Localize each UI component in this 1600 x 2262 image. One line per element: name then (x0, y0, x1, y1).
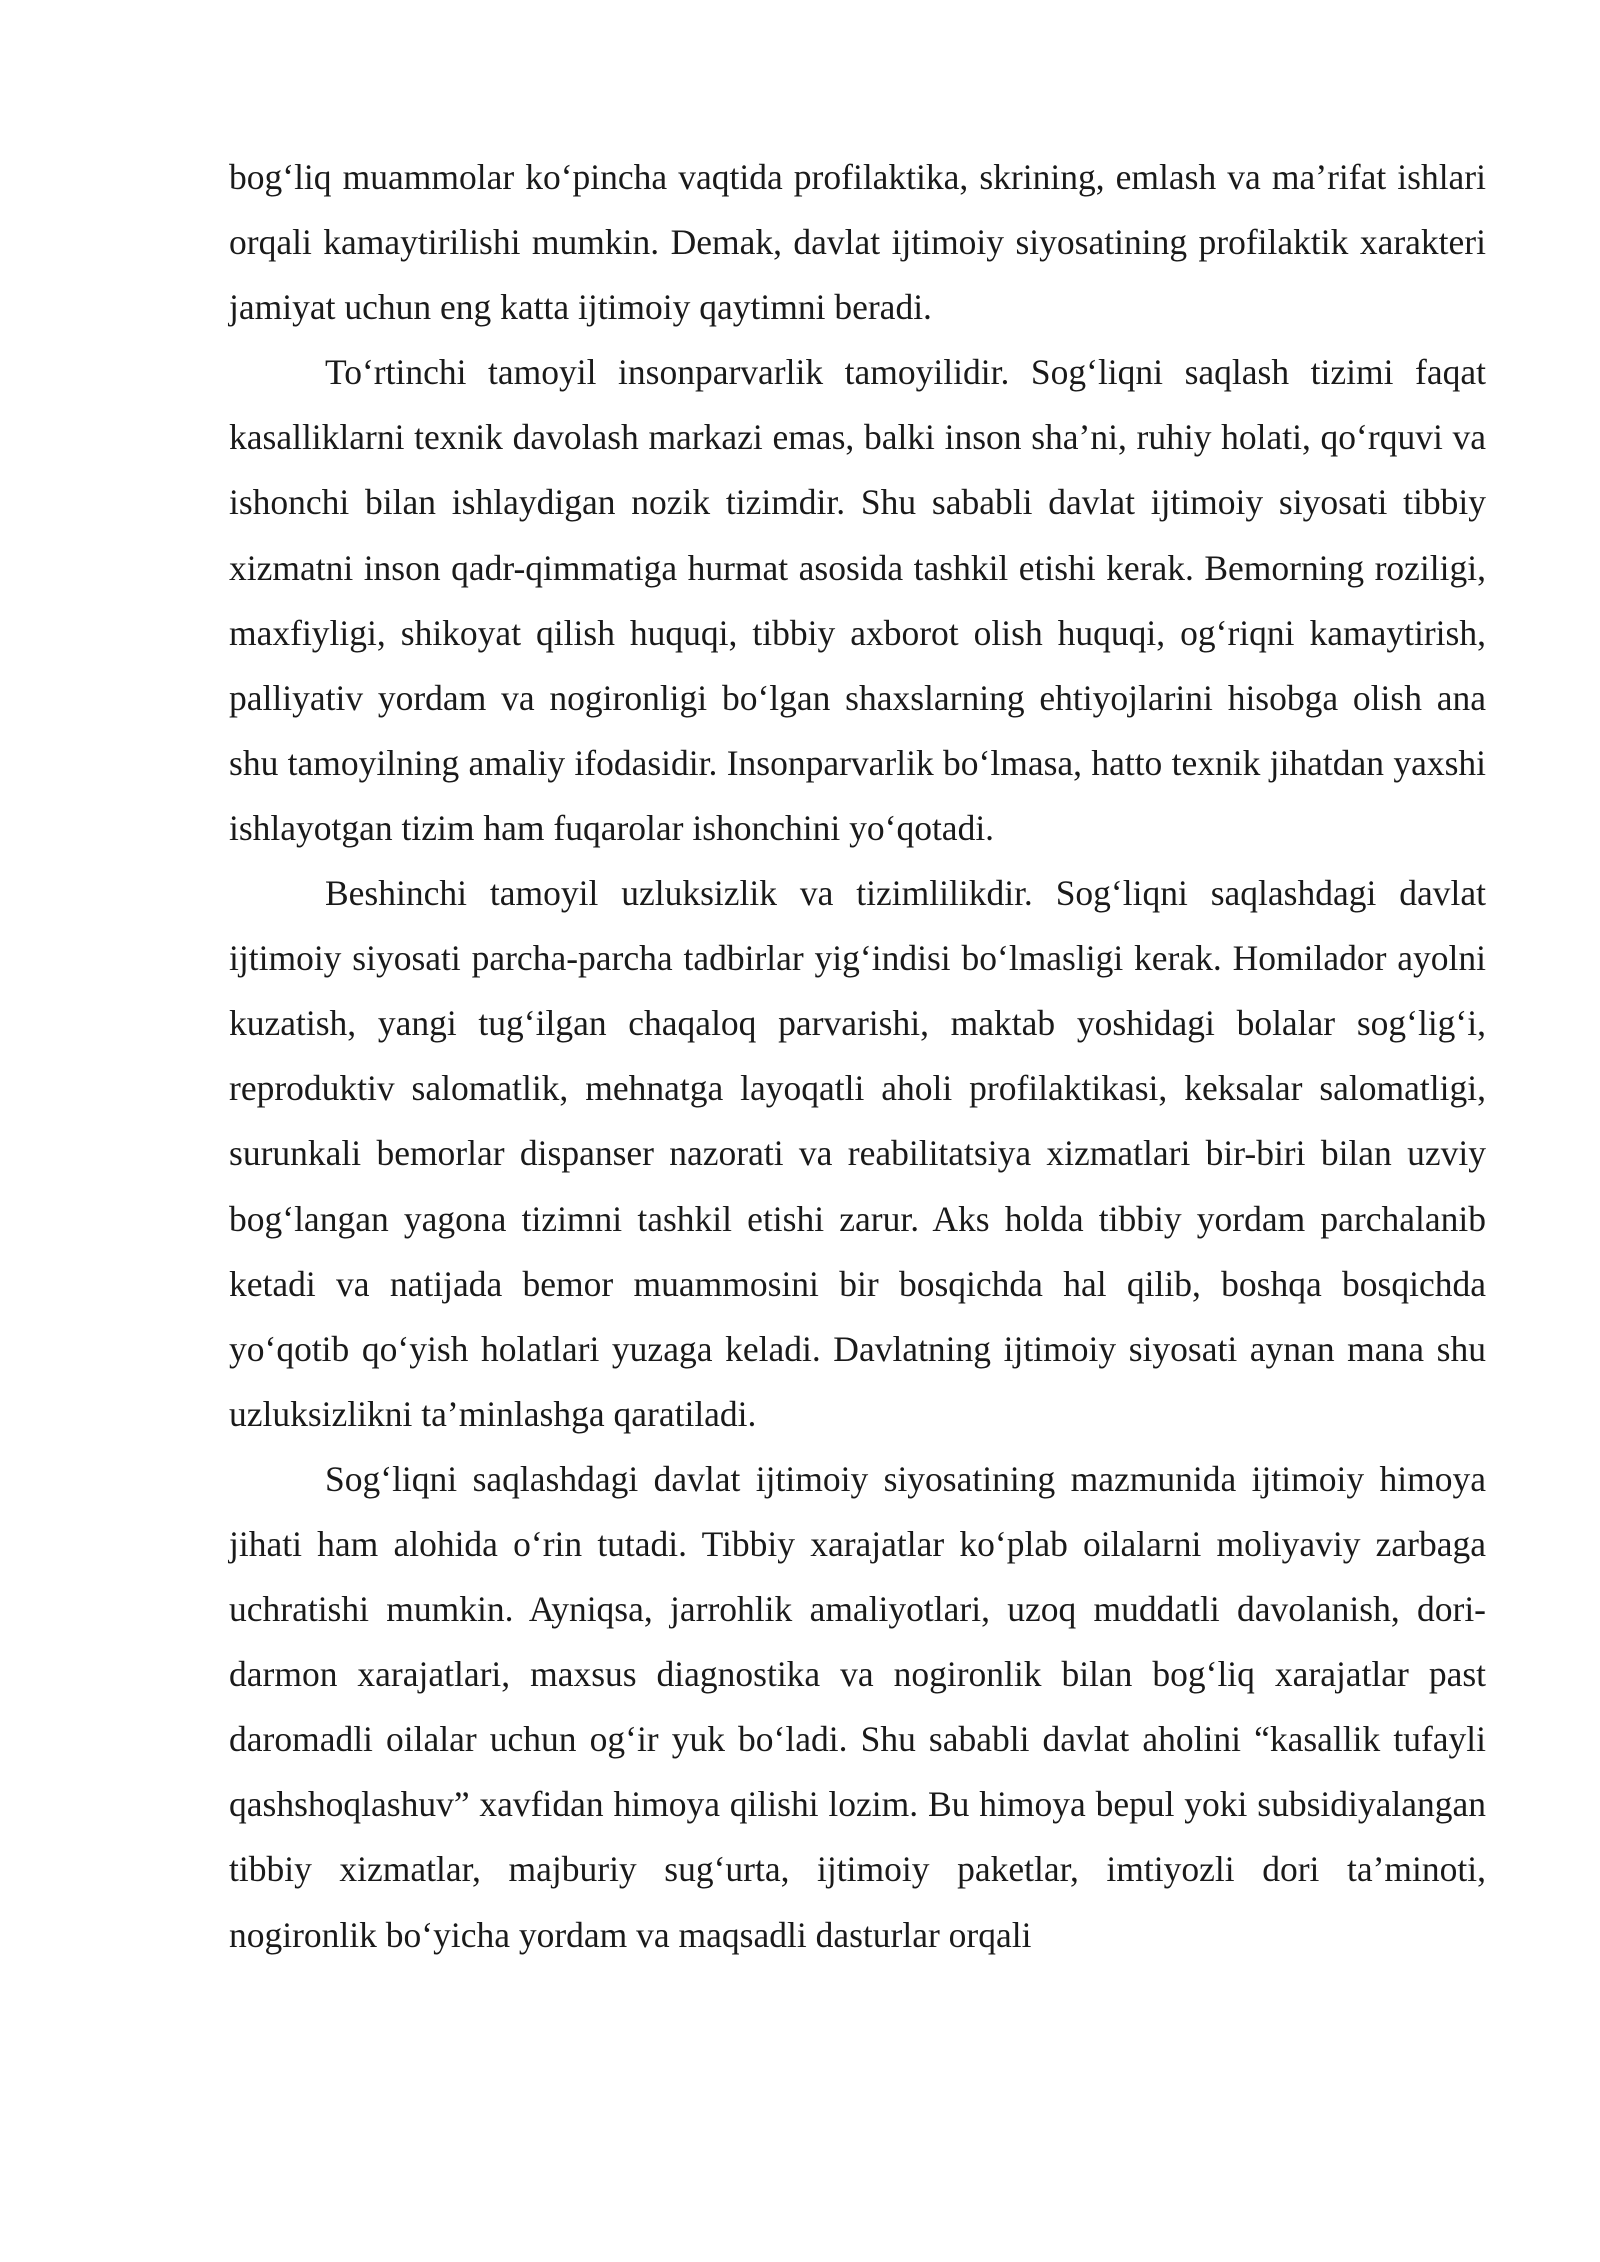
document-body (229, 145, 1486, 1968)
paragraph-continued: bog‘liq muammolar ko‘pincha vaqtida profilaktika, skrining, emlash va ma’rifat ishlari orqali kamaytirilishi mumkin. Demak, davlat ijtimoiy siyosatining profilaktik xarakteri jamiyat uchun eng katta ijtimoiy qaytimni beradi. (229, 157, 1486, 328)
paragraph-social-protection: Sog‘liqni saqlashdagi davlat ijtimoiy siyosatining mazmunida ijtimoiy himoya jihati ham alohida o‘rin tutadi. Tibbiy xarajatlar ko‘plab oilalarni moliyaviy zarbaga uchratishi mumkin. Ayniqsa, jarrohlik amaliyotlari, uzoq muddatli davolanish, dori-darmon xarajatlari, maxsus diagnostika va nogironlik bilan bog‘liq xarajatlar past daromadli oilalar uchun og‘ir yuk bo‘ladi. Shu sababli davlat aholini “kasallik tufayli qashshoqlashuv” xavfidan himoya qilishi lozim. Bu himoya bepul yoki subsidiyalangan tibbiy xizmatlar, majburiy sug‘urta, ijtimoiy paketlar, imtiyozli dori ta’minoti, nogironlik bo‘yicha yordam va maqsadli dasturlar orqali (229, 1458, 1486, 1955)
paragraph-fifth-principle: Beshinchi tamoyil uzluksizlik va tizimlilikdir. Sog‘liqni saqlashdagi davlat ijtimoiy siyosati parcha-parcha tadbirlar yig‘indisi bo‘lmasligi kerak. Homilador ayolni kuzatish, yangi tug‘ilgan chaqaloq parvarishi, maktab yoshidagi bolalar sog‘lig‘i, reproduktiv salomatlik, mehnatga layoqatli aholi profilaktikasi, keksalar salomatligi, surunkali bemorlar dispanser nazorati va reabilitatsiya xizmatlari bir-biri bilan uzviy bog‘langan yagona tizimni tashkil etishi zarur. Aks holda tibbiy yordam parchalanib ketadi va natijada bemor muammosini bir bosqichda hal qilib, boshqa bosqichda yo‘qotib qo‘yish holatlari yuzaga keladi. Davlatning ijtimoiy siyosati aynan mana shu uzluksizlikni ta’minlashga qaratiladi. (229, 873, 1486, 1434)
paragraph-fourth-principle: To‘rtinchi tamoyil insonparvarlik tamoyilidir. Sog‘liqni saqlash tizimi faqat kasalliklarni texnik davolash markazi emas, balki inson sha’ni, ruhiy holati, qo‘rquvi va ishonchi bilan ishlaydigan nozik tizimdir. Shu sababli davlat ijtimoiy siyosati tibbiy xizmatni inson qadr-qimmatiga hurmat asosida tashkil etishi kerak. Bemorning roziligi, maxfiyligi, shikoyat qilish huquqi, tibbiy axborot olish huquqi, og‘riqni kamaytirish, palliyativ yordam va nogironligi bo‘lgan shaxslarning ehtiyojlarini hisobga olish ana shu tamoyilning amaliy ifodasidir. Insonparvarlik bo‘lmasa, hatto texnik jihatdan yaxshi ishlayotgan tizim ham fuqarolar ishonchini yo‘qotadi. (229, 352, 1486, 848)
